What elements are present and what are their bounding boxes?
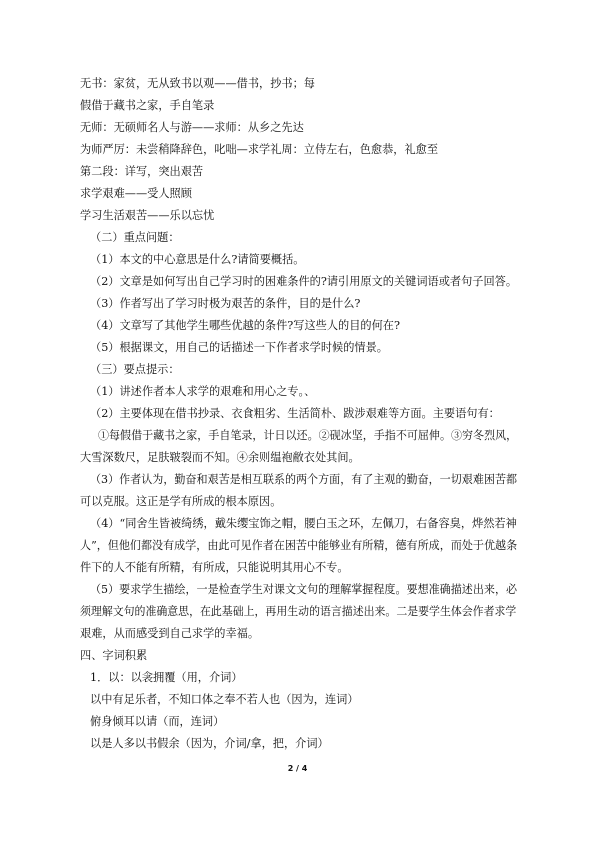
question-3: （3）作者写出了学习时极为艰苦的条件，目的是什么? [90,297,361,310]
vocab-item: 1．以：以衾拥覆（用，介词） [90,671,243,684]
vocab-item: 以是人多以书假余（因为，介词/拿，把，介词） [90,737,329,750]
text-line-2: 假借于藏书之家，手自笔录 [80,99,215,112]
answer-2: （2）主要体现在借书抄录、衣食粗劣、生活简朴、跋涉艰难等方面。主要语句有： [90,407,500,420]
vocab-item: 俯身倾耳以请（而，连词） [90,715,225,728]
answer-4-cont: 件下的人不能有所精，有所成，只能说明其用心不专。 [80,561,349,574]
text-line-7: 学习生活艰苦——乐以忘忧 [80,209,215,222]
section-heading: （三）要点提示： [90,363,180,376]
section-heading: 四、字词积累 [80,649,148,662]
text-line-5: 第二段：详写，突出艰苦 [80,165,204,178]
vocab-item: 以中有足乐者，不知口体之奉不若人也（因为，连词） [90,693,359,706]
answer-5-cont: 须理解文句的准确意思，在此基础上，再用生动的语言描述出来。二是要学生体会作者求学 [80,605,517,618]
answer-1: （1）讲述作者本人求学的艰难和用心之专。、 [90,385,316,398]
answer-2-quotes-cont: 大雪深数尺，足肤皲裂而不知。④余则缊袍敝衣处其间。 [80,451,360,464]
answer-3: （3）作者认为，勤奋和艰苦是相互联系的两个方面，有了主观的勤奋，一切艰难困苦都 [90,473,518,486]
question-2: （2）文章是如何写出自己学习时的困难条件的?请引用原文的关键词语或者句子回答。 [90,275,518,288]
question-5: （5）根据课文，用自己的话描述一下作者求学时候的情景。 [90,341,388,354]
page-number: 2 / 4 [287,764,308,773]
text-line-6: 求学艰难——受人照顾 [80,187,192,200]
section-heading: （二）重点问题： [90,231,180,244]
answer-4-cont: 人”，但他们都没有成学，由此可见作者在困苦中能够业有所精，德有所成，而处于优越条 [80,539,518,552]
text-line-1: 无书：家贫，无从致书以观——借书，抄书；每 [80,77,315,90]
answer-2-quotes: ①每假借于藏书之家，手自笔录，计日以还。②砚冰坚，手指不可屈伸。③穷冬烈风， [98,429,518,442]
answer-5: （5）要求学生描绘，一是检查学生对课文文句的理解掌握程度。要想准确描述出来，必 [90,583,518,596]
answer-3-cont: 可以克服。这正是学有所成的根本原因。 [80,495,282,508]
answer-4: （4）“同舍生皆被绮绣，戴朱缨宝饰之帽，腰白玉之环，左佩刀，右备容臭，烨然若神 [90,517,517,530]
question-1: （1）本文的中心意思是什么?请简要概括。 [90,253,305,266]
question-4: （4）文章写了其他学生哪些优越的条件?写这些人的目的何在? [90,319,400,332]
text-line-3: 无师：无硕师名人与游——求师：从乡之先达 [80,121,304,134]
answer-5-cont: 艰难，从而感受到自己求学的幸福。 [80,627,260,640]
text-line-4: 为师严厉：未尝稍降辞色，叱咄—求学礼周：立侍左右，色愈恭，礼愈至 [80,143,439,156]
